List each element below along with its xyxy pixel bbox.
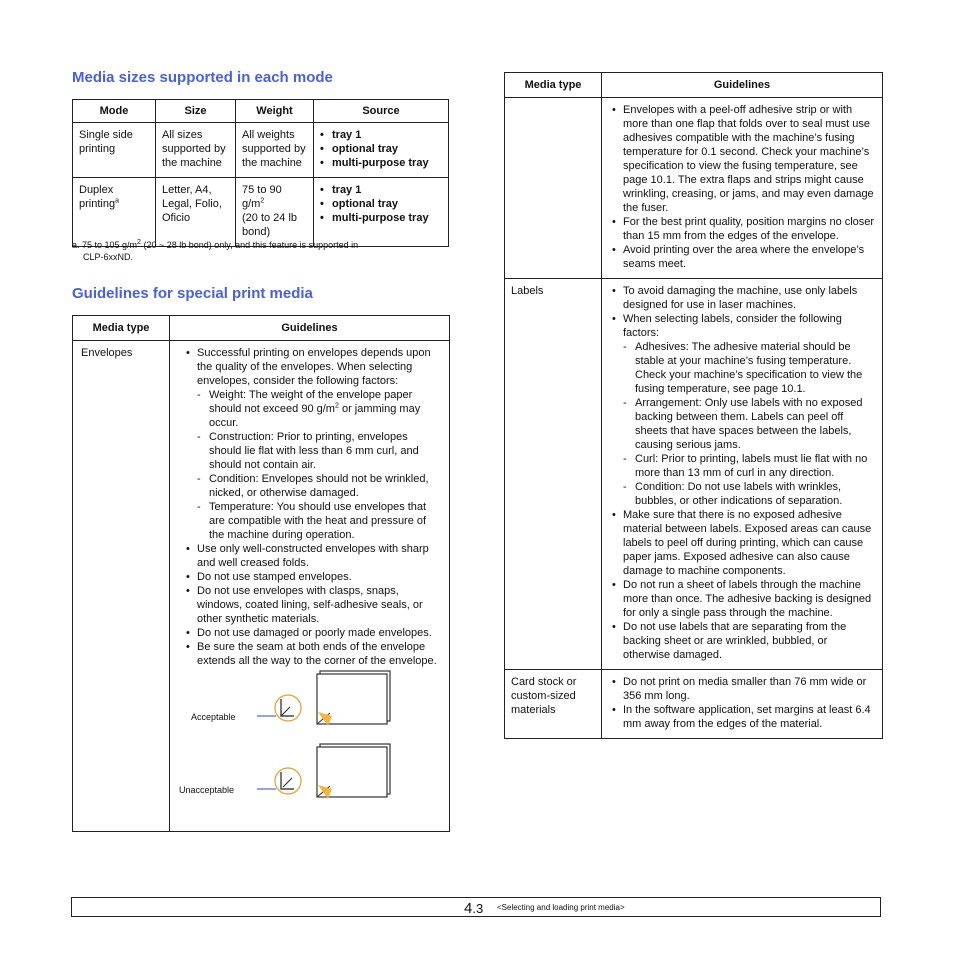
footnote-text-cont: CLP-6xxND.: [83, 252, 134, 262]
mode-text: Single side printing: [79, 129, 133, 155]
list-item: • Use only well-constructed envelopes with sharp and well creased folds.: [197, 542, 443, 570]
list-item: - Arrangement: Only use labels with no exposed backing between them. Labels can peel off sheets that have spaces between the labels, causing serious jams.: [635, 396, 876, 452]
weight-cell: [236, 123, 314, 178]
table-row: [505, 98, 883, 279]
special-media-header-row: [505, 73, 883, 98]
list-item: - Adhesives: The adhesive material should be stable at your machine’s fusing temperature. Check your machine’s specification to view the fusing temperature, see page 10.1.: [635, 340, 876, 396]
list-item: [197, 346, 443, 542]
list-item: • Do not use labels that are separating from the backing sheet or are wrinkled, bubbled, or otherwise damaged.: [623, 620, 876, 662]
list-item: • Do not print on media smaller than 76 mm wide or 356 mm long.: [623, 675, 876, 703]
media-type-cell: [505, 279, 602, 670]
weight-text: All weights supported by the machine: [242, 129, 306, 169]
list-item: • Make sure that there is no exposed adhesive material between labels. Exposed areas can cause labels to peel off during printing, which can cause paper jams. Exposed adhesive can also cause damage to machine components.: [623, 508, 876, 578]
list-item: • Do not run a sheet of labels through the machine more than once. The adhesive backing is designed for only a single pass through the machine.: [623, 578, 876, 620]
mode-cell: [73, 178, 156, 247]
page-number: [464, 900, 483, 917]
table-row: [73, 123, 449, 178]
list-item: • optional tray: [332, 197, 442, 211]
list-item: • Avoid printing over the area where the envelope’s seams meet.: [623, 243, 876, 271]
envelope-intro: Successful printing on envelopes depends upon the quality of the envelopes. When selecting envelopes, consider the following factors:: [197, 347, 431, 387]
media-sizes-header-row: [73, 100, 449, 123]
col-header-guidelines: Guidelines: [170, 316, 450, 341]
superscript: 2: [137, 239, 141, 246]
list-item: • optional tray: [332, 142, 442, 156]
list-item: • In the software application, set margins at least 6.4 mm away from the edges of the material.: [623, 703, 876, 731]
list-item: [209, 388, 443, 430]
table-row: [505, 279, 883, 670]
weight-cell: [236, 178, 314, 247]
list-item: [623, 312, 876, 508]
labels-factors-intro: When selecting labels, consider the following factors:: [623, 313, 842, 339]
size-text: All sizes supported by the machine: [162, 129, 226, 169]
list-item: • To avoid damaging the machine, use only labels designed for use in laser machines.: [623, 284, 876, 312]
guidelines-cell: [602, 670, 883, 739]
guidelines-cell: [170, 341, 450, 832]
table-row: [505, 670, 883, 739]
mode-text: Duplex printing: [79, 184, 116, 210]
list-item: • For the best print quality, position margins no closer than 15 mm from the edges of the envelope.: [623, 215, 876, 243]
media-type-cell: [73, 341, 170, 832]
page-number-major: 4: [464, 900, 473, 917]
special-media-table: [72, 315, 450, 832]
list-item: • tray 1: [332, 183, 442, 197]
mode-cell: [73, 123, 156, 178]
unacceptable-label: Unacceptable: [179, 785, 235, 795]
media-type-labels: Labels: [511, 285, 544, 297]
col-header-media-type: Media type: [505, 73, 602, 98]
list-item: - Construction: Prior to printing, envelopes should lie flat with less than 6 mm curl, and should not contain air.: [209, 430, 443, 472]
factor-weight: Weight: The weight of the envelope paper should not exceed 90 g/m: [209, 389, 413, 415]
media-type-envelopes: Envelopes: [81, 347, 133, 359]
superscript: 2: [260, 197, 265, 205]
list-item: • Be sure the seam at both ends of the envelope extends all the way to the corner of the envelope.: [197, 640, 443, 668]
table-row: [73, 178, 449, 247]
guidelines-cell: [602, 98, 883, 279]
special-media-heading: Guidelines for special print media: [72, 285, 313, 302]
media-sizes-table: [72, 99, 449, 247]
size-cell: [156, 123, 236, 178]
envelope-unacceptable-icon: [257, 744, 390, 799]
envelope-acceptable-icon: [257, 671, 390, 726]
weight-text-cont: (20 to 24 lb bond): [242, 212, 298, 238]
footnote-text-mid: (20 ~ 28 lb bond) only, and this feature is supported in: [140, 240, 359, 250]
list-item: • Do not use damaged or poorly made envelopes.: [197, 626, 443, 640]
list-item: • multi-purpose tray: [332, 211, 442, 225]
guidelines-cell: [602, 279, 883, 670]
envelope-seam-figure: [178, 668, 443, 816]
chapter-title: <Selecting and loading print media>: [497, 903, 625, 912]
list-item: - Condition: Do not use labels with wrinkles, bubbles, or other indications of separation.: [635, 480, 876, 508]
page-number-minor: .3: [472, 901, 484, 916]
table-row: [73, 341, 450, 832]
factor-weight-cont: or jamming may occur.: [209, 403, 421, 429]
page-footer: [71, 897, 881, 917]
col-header-guidelines: Guidelines: [602, 73, 883, 98]
col-header-source: Source: [314, 100, 449, 123]
source-cell: [314, 178, 449, 247]
special-media-header-row: [73, 316, 450, 341]
media-type-cell: [505, 670, 602, 739]
list-item: - Curl: Prior to printing, labels must lie flat with no more than 13 mm of curl in any direction.: [635, 452, 876, 480]
media-sizes-heading: Media sizes supported in each mode: [72, 69, 333, 86]
special-media-table-continued: [504, 72, 883, 739]
footnote: [72, 239, 452, 263]
acceptable-label: Acceptable: [191, 712, 236, 722]
list-item: - Temperature: You should use envelopes that are compatible with the heat and pressure of the machine during operation.: [209, 500, 443, 542]
list-item: - Condition: Envelopes should not be wrinkled, nicked, or otherwise damaged.: [209, 472, 443, 500]
list-item: • multi-purpose tray: [332, 156, 442, 170]
media-type-cell: [505, 98, 602, 279]
size-cell: [156, 178, 236, 247]
media-type-cardstock: Card stock or custom-sized materials: [511, 676, 577, 716]
superscript: 2: [334, 402, 339, 410]
source-cell: [314, 123, 449, 178]
footnote-marker: a: [115, 197, 119, 205]
col-header-mode: Mode: [73, 100, 156, 123]
size-text: Letter, A4, Legal, Folio, Oficio: [162, 184, 222, 224]
list-item: • Do not use envelopes with clasps, snaps, windows, coated lining, self-adhesive seals, or other synthetic materials.: [197, 584, 443, 626]
col-header-media-type: Media type: [73, 316, 170, 341]
list-item: • Do not use stamped envelopes.: [197, 570, 443, 584]
list-item: • tray 1: [332, 128, 442, 142]
list-item: • Envelopes with a peel-off adhesive strip or with more than one flap that folds over to seal must use adhesives compatible with the machine’s fusing temperature for 0.1 second. Check your machine’s specification to view the fusing temperature, see page 10.1. The extra flaps and strips might cause wrinkling, creasing, or jams, and may even damage the fuser.: [623, 103, 876, 215]
footnote-text: a. 75 to 105 g/m: [72, 240, 138, 250]
weight-text: 75 to 90 g/m: [242, 184, 282, 210]
col-header-size: Size: [156, 100, 236, 123]
col-header-weight: Weight: [236, 100, 314, 123]
